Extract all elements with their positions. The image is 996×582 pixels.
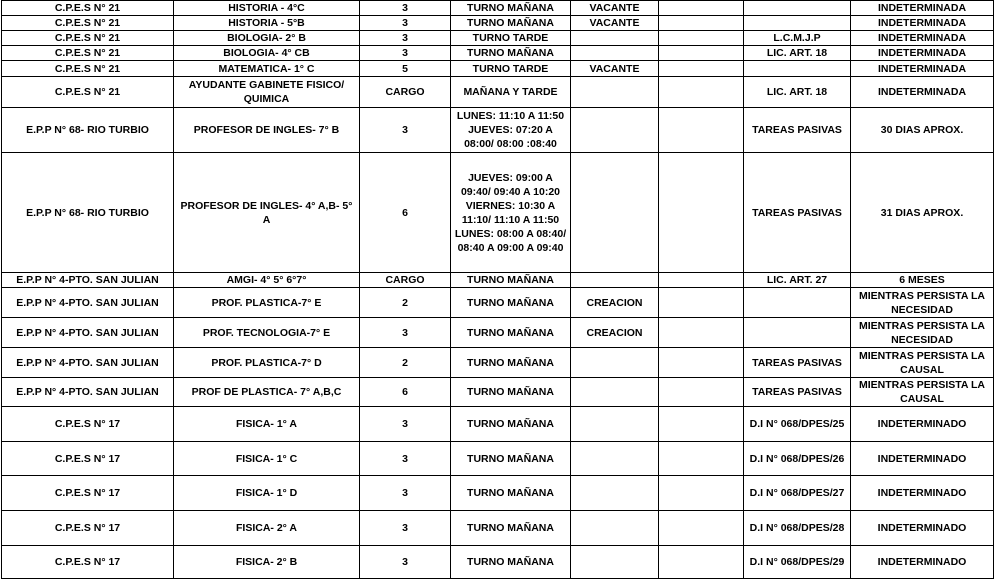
- schedule-cell: TURNO MAÑANA: [451, 546, 571, 579]
- table-row: [2, 1, 994, 16]
- schedule-cell: MAÑANA Y TARDE: [451, 77, 571, 108]
- duration-cell: INDETERMINADA: [851, 1, 994, 16]
- hours-cell: 2: [360, 348, 451, 378]
- hours-cell: 3: [360, 46, 451, 61]
- school-cell: C.P.E.S N° 21: [2, 61, 174, 77]
- empty-cell: [659, 407, 744, 442]
- school-cell: E.P.P N° 4-PTO. SAN JULIAN: [2, 318, 174, 348]
- hours-cell: 3: [360, 16, 451, 31]
- duration-cell: MIENTRAS PERSISTA LA NECESIDAD: [851, 288, 994, 318]
- school-cell: E.P.P N° 4-PTO. SAN JULIAN: [2, 348, 174, 378]
- school-cell: C.P.E.S N° 21: [2, 46, 174, 61]
- schedule-cell: TURNO MAÑANA: [451, 16, 571, 31]
- schedule-cell: TURNO MAÑANA: [451, 1, 571, 16]
- empty-cell: [659, 348, 744, 378]
- hours-cell: 6: [360, 378, 451, 407]
- status-cell: [571, 511, 659, 546]
- table-row: [2, 407, 994, 442]
- schedule-cell: TURNO MAÑANA: [451, 318, 571, 348]
- status-cell: [571, 31, 659, 46]
- schedule-cell: TURNO MAÑANA: [451, 378, 571, 407]
- duration-cell: INDETERMINADA: [851, 77, 994, 108]
- subject-cell: PROF. PLASTICA-7° D: [174, 348, 360, 378]
- school-cell: E.P.P N° 4-PTO. SAN JULIAN: [2, 378, 174, 407]
- hours-cell: 3: [360, 318, 451, 348]
- status-cell: [571, 108, 659, 153]
- school-cell: C.P.E.S N° 17: [2, 407, 174, 442]
- reason-cell: [744, 318, 851, 348]
- schedule-cell: TURNO MAÑANA: [451, 348, 571, 378]
- hours-cell: 3: [360, 108, 451, 153]
- hours-cell: 3: [360, 546, 451, 579]
- hours-cell: 6: [360, 153, 451, 273]
- duration-cell: 6 MESES: [851, 273, 994, 288]
- duration-cell: INDETERMINADO: [851, 511, 994, 546]
- status-cell: CREACION: [571, 318, 659, 348]
- schedule-cell: JUEVES: 09:00 A 09:40/ 09:40 A 10:20 VIERNES: 10:30 A 11:10/ 11:10 A 11:50 LUNES: 08:00 A 08:40/ 08:40 A 09:00 A 09:40: [451, 153, 571, 273]
- school-cell: C.P.E.S N° 17: [2, 511, 174, 546]
- empty-cell: [659, 31, 744, 46]
- table-row: [2, 61, 994, 77]
- reason-cell: TAREAS PASIVAS: [744, 108, 851, 153]
- subject-cell: BIOLOGIA- 4° CB: [174, 46, 360, 61]
- schedule-cell: TURNO MAÑANA: [451, 511, 571, 546]
- duration-cell: INDETERMINADO: [851, 407, 994, 442]
- table-row: [2, 273, 994, 288]
- empty-cell: [659, 442, 744, 476]
- subject-cell: HISTORIA - 4°C: [174, 1, 360, 16]
- empty-cell: [659, 108, 744, 153]
- duration-cell: 31 DIAS APROX.: [851, 153, 994, 273]
- duration-cell: INDETERMINADA: [851, 31, 994, 46]
- status-cell: [571, 378, 659, 407]
- table-row: [2, 348, 994, 378]
- subject-cell: AYUDANTE GABINETE FISICO/ QUIMICA: [174, 77, 360, 108]
- duration-cell: INDETERMINADA: [851, 46, 994, 61]
- subject-cell: FISICA- 2° A: [174, 511, 360, 546]
- school-cell: C.P.E.S N° 17: [2, 442, 174, 476]
- subject-cell: BIOLOGIA- 2° B: [174, 31, 360, 46]
- empty-cell: [659, 511, 744, 546]
- schedule-cell: LUNES: 11:10 A 11:50 JUEVES: 07:20 A 08:00/ 08:00 :08:40: [451, 108, 571, 153]
- school-cell: E.P.P N° 68- RIO TURBIO: [2, 153, 174, 273]
- hours-cell: 2: [360, 288, 451, 318]
- empty-cell: [659, 77, 744, 108]
- empty-cell: [659, 288, 744, 318]
- subject-cell: PROF. PLASTICA-7° E: [174, 288, 360, 318]
- subject-cell: PROF. TECNOLOGIA-7° E: [174, 318, 360, 348]
- school-cell: C.P.E.S N° 21: [2, 16, 174, 31]
- status-cell: [571, 546, 659, 579]
- hours-cell: CARGO: [360, 77, 451, 108]
- status-cell: VACANTE: [571, 16, 659, 31]
- hours-cell: 3: [360, 476, 451, 511]
- empty-cell: [659, 1, 744, 16]
- schedule-cell: TURNO MAÑANA: [451, 476, 571, 511]
- reason-cell: D.I N° 068/DPES/26: [744, 442, 851, 476]
- table-row: [2, 546, 994, 579]
- reason-cell: [744, 61, 851, 77]
- reason-cell: D.I N° 068/DPES/29: [744, 546, 851, 579]
- table-row: [2, 31, 994, 46]
- reason-cell: TAREAS PASIVAS: [744, 378, 851, 407]
- duration-cell: INDETERMINADA: [851, 16, 994, 31]
- duration-cell: INDETERMINADO: [851, 442, 994, 476]
- school-cell: E.P.P N° 4-PTO. SAN JULIAN: [2, 288, 174, 318]
- subject-cell: FISICA- 1° A: [174, 407, 360, 442]
- status-cell: [571, 348, 659, 378]
- reason-cell: [744, 16, 851, 31]
- table-row: [2, 288, 994, 318]
- subject-cell: FISICA- 1° D: [174, 476, 360, 511]
- status-cell: [571, 476, 659, 511]
- subject-cell: FISICA- 2° B: [174, 546, 360, 579]
- empty-cell: [659, 46, 744, 61]
- table-row: [2, 77, 994, 108]
- table-row: [2, 442, 994, 476]
- subject-cell: MATEMATICA- 1° C: [174, 61, 360, 77]
- school-cell: C.P.E.S N° 21: [2, 31, 174, 46]
- status-cell: [571, 153, 659, 273]
- hours-cell: 3: [360, 511, 451, 546]
- vacancies-table: [1, 0, 994, 579]
- reason-cell: D.I N° 068/DPES/27: [744, 476, 851, 511]
- reason-cell: LIC. ART. 18: [744, 46, 851, 61]
- school-cell: C.P.E.S N° 21: [2, 77, 174, 108]
- table-row: [2, 153, 994, 273]
- table-row: [2, 476, 994, 511]
- empty-cell: [659, 153, 744, 273]
- empty-cell: [659, 16, 744, 31]
- school-cell: C.P.E.S N° 17: [2, 546, 174, 579]
- schedule-cell: TURNO TARDE: [451, 31, 571, 46]
- school-cell: E.P.P N° 4-PTO. SAN JULIAN: [2, 273, 174, 288]
- schedule-cell: TURNO MAÑANA: [451, 46, 571, 61]
- empty-cell: [659, 378, 744, 407]
- reason-cell: D.I N° 068/DPES/28: [744, 511, 851, 546]
- subject-cell: PROFESOR DE INGLES- 4° A,B- 5° A: [174, 153, 360, 273]
- reason-cell: L.C.M.J.P: [744, 31, 851, 46]
- schedule-cell: TURNO MAÑANA: [451, 407, 571, 442]
- table-row: [2, 318, 994, 348]
- hours-cell: 3: [360, 31, 451, 46]
- schedule-cell: TURNO MAÑANA: [451, 288, 571, 318]
- subject-cell: AMGI- 4° 5° 6°7°: [174, 273, 360, 288]
- empty-cell: [659, 476, 744, 511]
- table-row: [2, 108, 994, 153]
- status-cell: VACANTE: [571, 1, 659, 16]
- table-row: [2, 511, 994, 546]
- status-cell: [571, 77, 659, 108]
- status-cell: [571, 407, 659, 442]
- empty-cell: [659, 318, 744, 348]
- duration-cell: INDETERMINADO: [851, 476, 994, 511]
- empty-cell: [659, 61, 744, 77]
- table-row: [2, 46, 994, 61]
- schedule-cell: TURNO MAÑANA: [451, 273, 571, 288]
- hours-cell: 3: [360, 442, 451, 476]
- status-cell: [571, 442, 659, 476]
- duration-cell: 30 DIAS APROX.: [851, 108, 994, 153]
- reason-cell: [744, 1, 851, 16]
- school-cell: E.P.P N° 68- RIO TURBIO: [2, 108, 174, 153]
- empty-cell: [659, 546, 744, 579]
- duration-cell: MIENTRAS PERSISTA LA CAUSAL: [851, 378, 994, 407]
- schedule-cell: TURNO TARDE: [451, 61, 571, 77]
- hours-cell: 3: [360, 407, 451, 442]
- subject-cell: PROFESOR DE INGLES- 7° B: [174, 108, 360, 153]
- empty-cell: [659, 273, 744, 288]
- subject-cell: PROF DE PLASTICA- 7° A,B,C: [174, 378, 360, 407]
- duration-cell: MIENTRAS PERSISTA LA CAUSAL: [851, 348, 994, 378]
- school-cell: C.P.E.S N° 17: [2, 476, 174, 511]
- hours-cell: CARGO: [360, 273, 451, 288]
- school-cell: C.P.E.S N° 21: [2, 1, 174, 16]
- duration-cell: INDETERMINADO: [851, 546, 994, 579]
- subject-cell: FISICA- 1° C: [174, 442, 360, 476]
- duration-cell: MIENTRAS PERSISTA LA NECESIDAD: [851, 318, 994, 348]
- reason-cell: [744, 288, 851, 318]
- table-body: [2, 1, 994, 579]
- table-row: [2, 16, 994, 31]
- reason-cell: D.I N° 068/DPES/25: [744, 407, 851, 442]
- status-cell: [571, 46, 659, 61]
- hours-cell: 5: [360, 61, 451, 77]
- status-cell: [571, 273, 659, 288]
- reason-cell: TAREAS PASIVAS: [744, 348, 851, 378]
- table-row: [2, 378, 994, 407]
- reason-cell: LIC. ART. 27: [744, 273, 851, 288]
- schedule-cell: TURNO MAÑANA: [451, 442, 571, 476]
- reason-cell: LIC. ART. 18: [744, 77, 851, 108]
- reason-cell: TAREAS PASIVAS: [744, 153, 851, 273]
- hours-cell: 3: [360, 1, 451, 16]
- subject-cell: HISTORIA - 5°B: [174, 16, 360, 31]
- duration-cell: INDETERMINADA: [851, 61, 994, 77]
- status-cell: VACANTE: [571, 61, 659, 77]
- status-cell: CREACION: [571, 288, 659, 318]
